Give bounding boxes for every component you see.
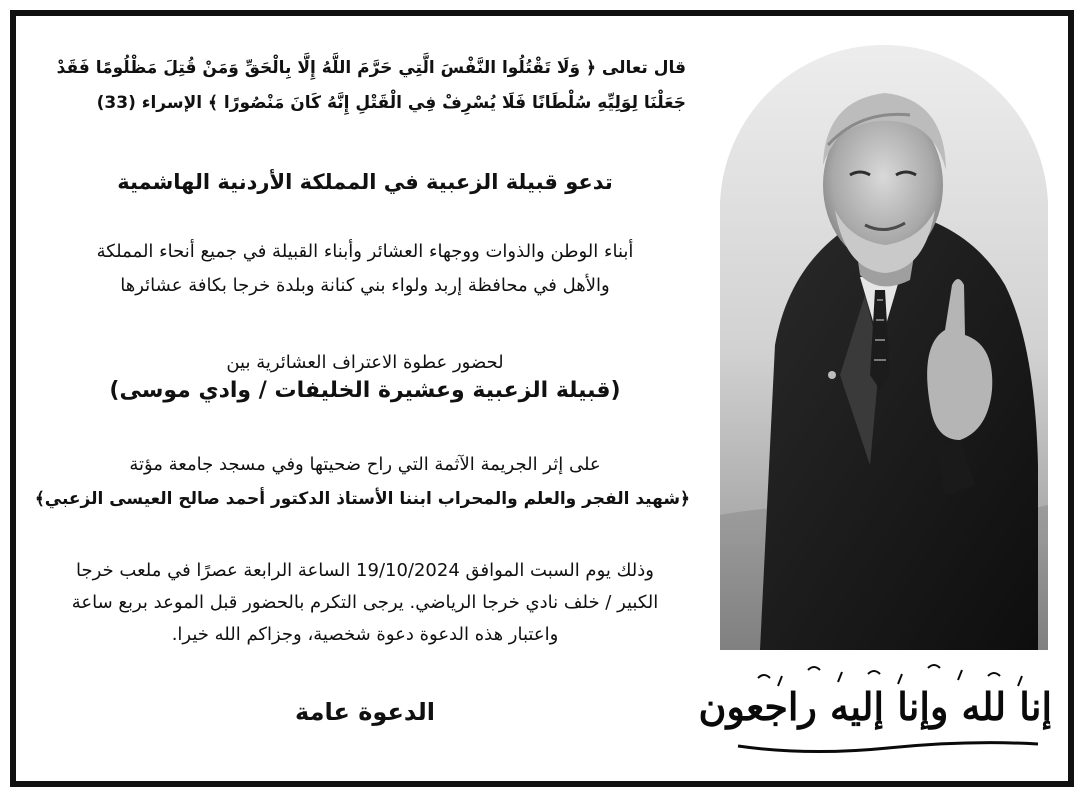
deceased-portrait-photo [720,45,1048,650]
invitation-heading: تدعو قبيلة الزعبية في المملكة الأردنية الهاشمية [117,170,613,194]
quran-verse-line-1: قال تعالى ﴿ وَلَا تَقْتُلُوا النَّفْسَ الَّتِي حَرَّمَ اللَّهُ إِلَّا بِالْحَقِّ وَمَنْ قُتِلَ مَظْلُومًا فَقَدْ [56,58,686,78]
invitees-line-1: أبناء الوطن والذوات ووجهاء العشائر وأبناء القبيلة في جميع أنحاء المملكة [96,241,634,262]
invitees-line-2: والأهل في محافظة إربد ولواء بني كنانة وبلدة خرجا بكافة عشائرها [120,275,610,296]
details-line-3: واعتبار هذه الدعوة دعوة شخصية، وجزاكم الله خيرا. [171,624,559,645]
tribes-names: (قبيلة الزعبية وعشيرة الخليفات / وادي موسى) [109,378,621,403]
public-invitation-label: الدعوة عامة [295,698,435,726]
calligraphy-inna-lillahi [698,656,1052,766]
invitation-text-column [34,20,690,780]
martyr-name-line: ﴿شهيد الفجر والعلم والمحراب ابننا الأستاذ الدكتور أحمد صالح العيسى الزعبي﴾ [34,489,690,509]
details-line-1: وذلك يوم السبت الموافق 19/10/2024 الساعة الرابعة عصرًا في ملعب خرجا [76,560,654,581]
calligraphy-text: إنا لله وإنا إليه راجعون [698,684,1052,729]
details-line-2: الكبير / خلف نادي خرجا الرياضي. يرجى التكرم بالحضور قبل الموعد بربع ساعة [71,592,659,613]
quran-verse-line-2: جَعَلْنَا لِوَلِيِّهِ سُلْطَانًا فَلَا يُسْرِفْ فِي الْقَتْلِ إِنَّهُ كَانَ مَنْصُورًا ﴾ الإسراء (33) [96,93,686,113]
occasion-intro: لحضور عطوة الاعتراف العشائرية بين [226,352,504,373]
reason-line-1: على إثر الجريمة الآثمة التي راح ضحيتها وفي مسجد جامعة مؤتة [129,454,601,475]
